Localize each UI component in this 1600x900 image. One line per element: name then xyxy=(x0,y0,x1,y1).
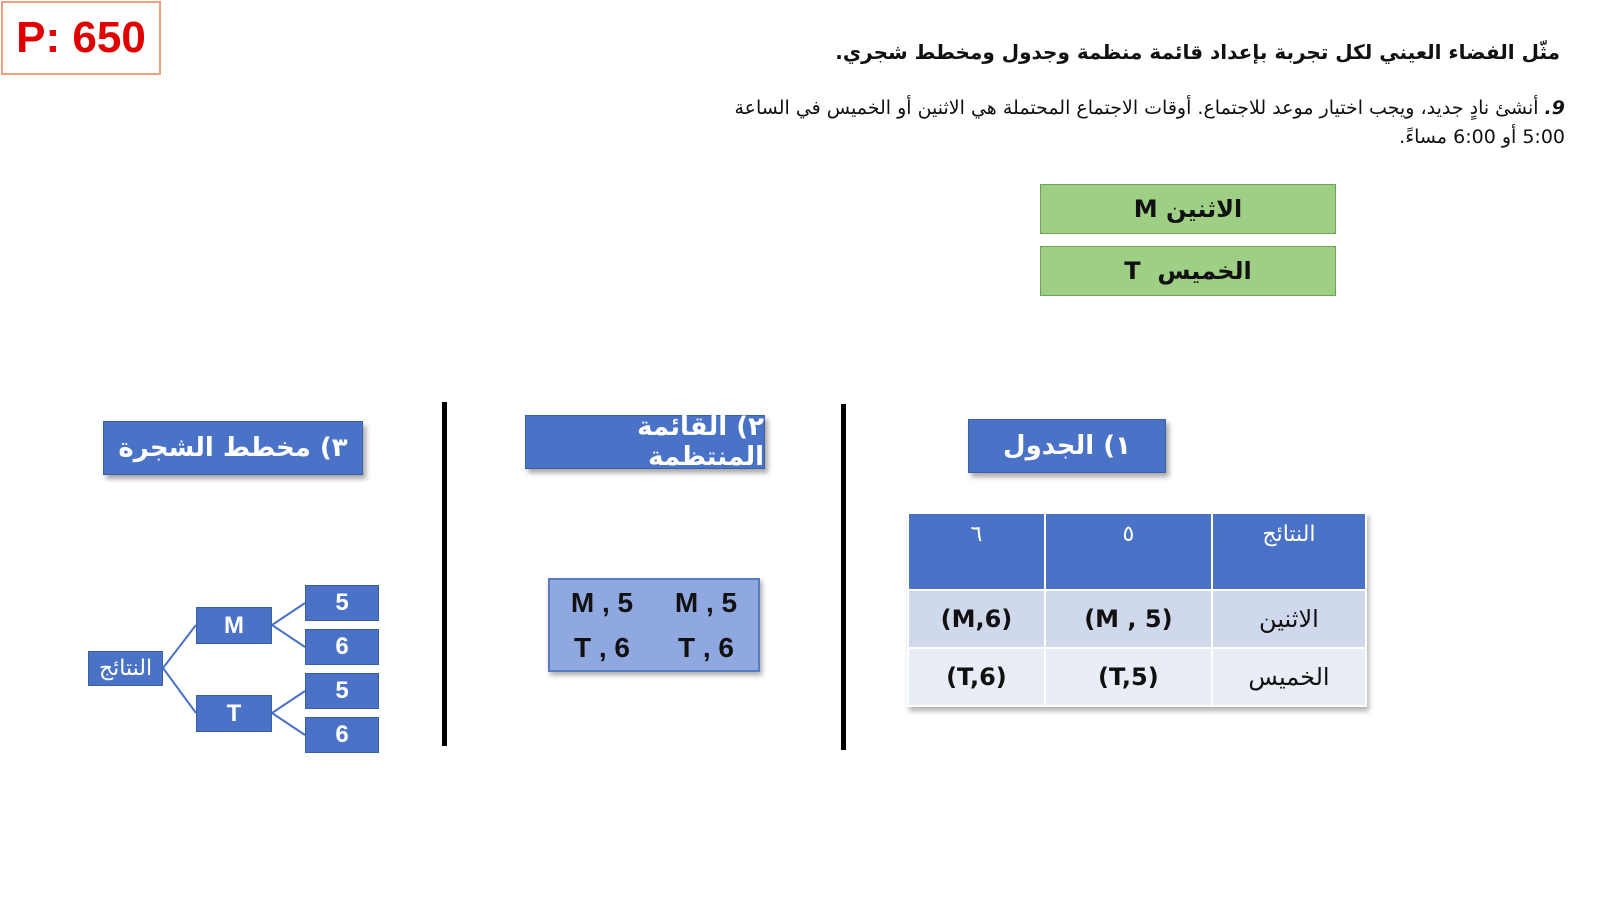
day-name: الاثنين xyxy=(1165,195,1243,223)
list-item: T , 6 xyxy=(677,631,734,663)
tree-edge xyxy=(272,691,305,713)
table-cell: (M,6) xyxy=(908,590,1045,648)
table-row-label: الخميس xyxy=(1212,648,1366,706)
tree-root-node: النتائج xyxy=(88,651,163,686)
table-header-outcomes: النتائج xyxy=(1212,513,1366,590)
table-cell: (M , 5) xyxy=(1045,590,1212,648)
tree-branch-m: M xyxy=(196,607,272,644)
table-cell: (T,6) xyxy=(908,648,1045,706)
list-item: T , 6 xyxy=(573,631,630,663)
tree-leaf: 5 xyxy=(305,585,379,621)
tree-section-title: ٣) مخطط الشجرة xyxy=(103,421,363,475)
table-section-title: ١) الجدول xyxy=(968,419,1166,473)
tree-edge xyxy=(272,603,305,625)
day-name: الخميس xyxy=(1157,257,1252,285)
tree-branch-t: T xyxy=(196,695,272,732)
tree-edge xyxy=(163,668,196,713)
page-number-badge: P: 650 xyxy=(1,1,161,75)
list-item: M , 5 xyxy=(674,586,738,618)
tree-edge xyxy=(272,625,305,647)
table-header-5: ٥ xyxy=(1045,513,1212,590)
question-text-1: أنشئ نادٍ جديد، ويجب اختيار موعد للاجتماع. أوقات الاجتماع المحتملة هي الاثنين أو الخميس في الساعة xyxy=(734,97,1539,119)
tree-edge xyxy=(272,713,305,735)
tree-leaf: 6 xyxy=(305,717,379,753)
tree-edge xyxy=(163,625,196,668)
day-code: M xyxy=(1133,195,1158,223)
tree-leaf: 5 xyxy=(305,673,379,709)
list-section-title: ٢) القائمة المنتظمة xyxy=(525,415,765,469)
list-item: M , 5 xyxy=(570,586,634,618)
table-cell: (T,5) xyxy=(1045,648,1212,706)
day-code: T xyxy=(1124,257,1141,285)
table-row-label: الاثنين xyxy=(1212,590,1366,648)
tree-leaf: 6 xyxy=(305,629,379,665)
question-line-2: 5:00 أو 6:00 مساءً. xyxy=(1399,126,1565,148)
table-header-6: ٦ xyxy=(908,513,1045,590)
question-number: 9. xyxy=(1544,97,1565,119)
instruction-text: مثّل الفضاء العيني لكل تجربة بإعداد قائمة منظمة وجدول ومخطط شجري. xyxy=(835,40,1560,64)
